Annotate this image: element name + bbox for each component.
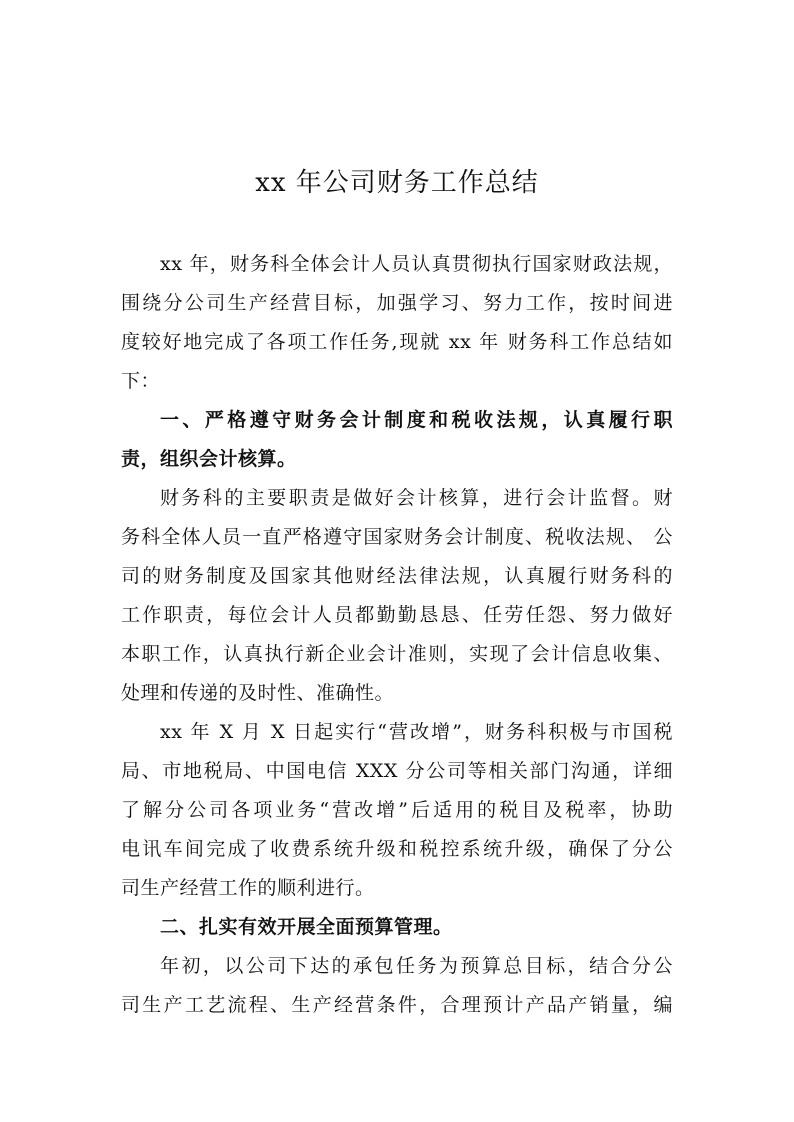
paragraph-line: 工作职责，每位会计人员都勤勤恳恳、任劳任怨、努力做好 bbox=[121, 604, 673, 626]
document-title: xx 年公司财务工作总结 bbox=[255, 168, 539, 198]
paragraph-line: 度较好地完成了各项工作任务,现就 xx 年 财务科工作总结如 bbox=[121, 331, 673, 353]
paragraph-line: 司生产经营工作的顺利进行。 bbox=[121, 877, 375, 899]
paragraph-line: 财务科的主要职责是做好会计核算，进行会计监督。财 bbox=[160, 487, 673, 509]
paragraph-line: 司的财务制度及国家其他财经法律法规，认真履行财务科的 bbox=[121, 565, 673, 587]
paragraph-line: 了解分公司各项业务“营改增”后适用的税目及税率，协助 bbox=[121, 799, 673, 821]
paragraph-line: 本职工作，认真执行新企业会计准则，实现了会计信息收集、 bbox=[121, 643, 673, 665]
section-heading: 二、扎实有效开展全面预算管理。 bbox=[160, 916, 453, 938]
paragraph-line: 围绕分公司生产经营目标，加强学习、努力工作，按时间进 bbox=[121, 292, 673, 314]
paragraph-line: xx 年 X 月 X 日起实行“营改增”，财务科积极与市国税 bbox=[160, 721, 673, 743]
paragraph-line: 司生产工艺流程、生产经营条件，合理预计产品产销量，编 bbox=[121, 994, 673, 1016]
paragraph-line: 局、市地税局、中国电信 XXX 分公司等相关部门沟通，详细 bbox=[121, 760, 673, 782]
paragraph-line: 下： bbox=[121, 370, 161, 392]
paragraph-line: 处理和传递的及时性、准确性。 bbox=[121, 682, 395, 704]
paragraph-line: 电讯车间完成了收费系统升级和税控系统升级，确保了分公 bbox=[121, 838, 673, 860]
section-heading: 责，组织会计核算。 bbox=[121, 448, 297, 470]
paragraph-line: xx 年，财务科全体会计人员认真贯彻执行国家财政法规， bbox=[160, 253, 673, 275]
paragraph-line: 务科全体人员一直严格遵守国家财务会计制度、税收法规、 公 bbox=[121, 526, 673, 548]
section-heading: 一、严格遵守财务会计制度和税收法规，认真履行职 bbox=[160, 409, 673, 431]
paragraph-line: 年初，以公司下达的承包任务为预算总目标，结合分公 bbox=[160, 955, 673, 977]
